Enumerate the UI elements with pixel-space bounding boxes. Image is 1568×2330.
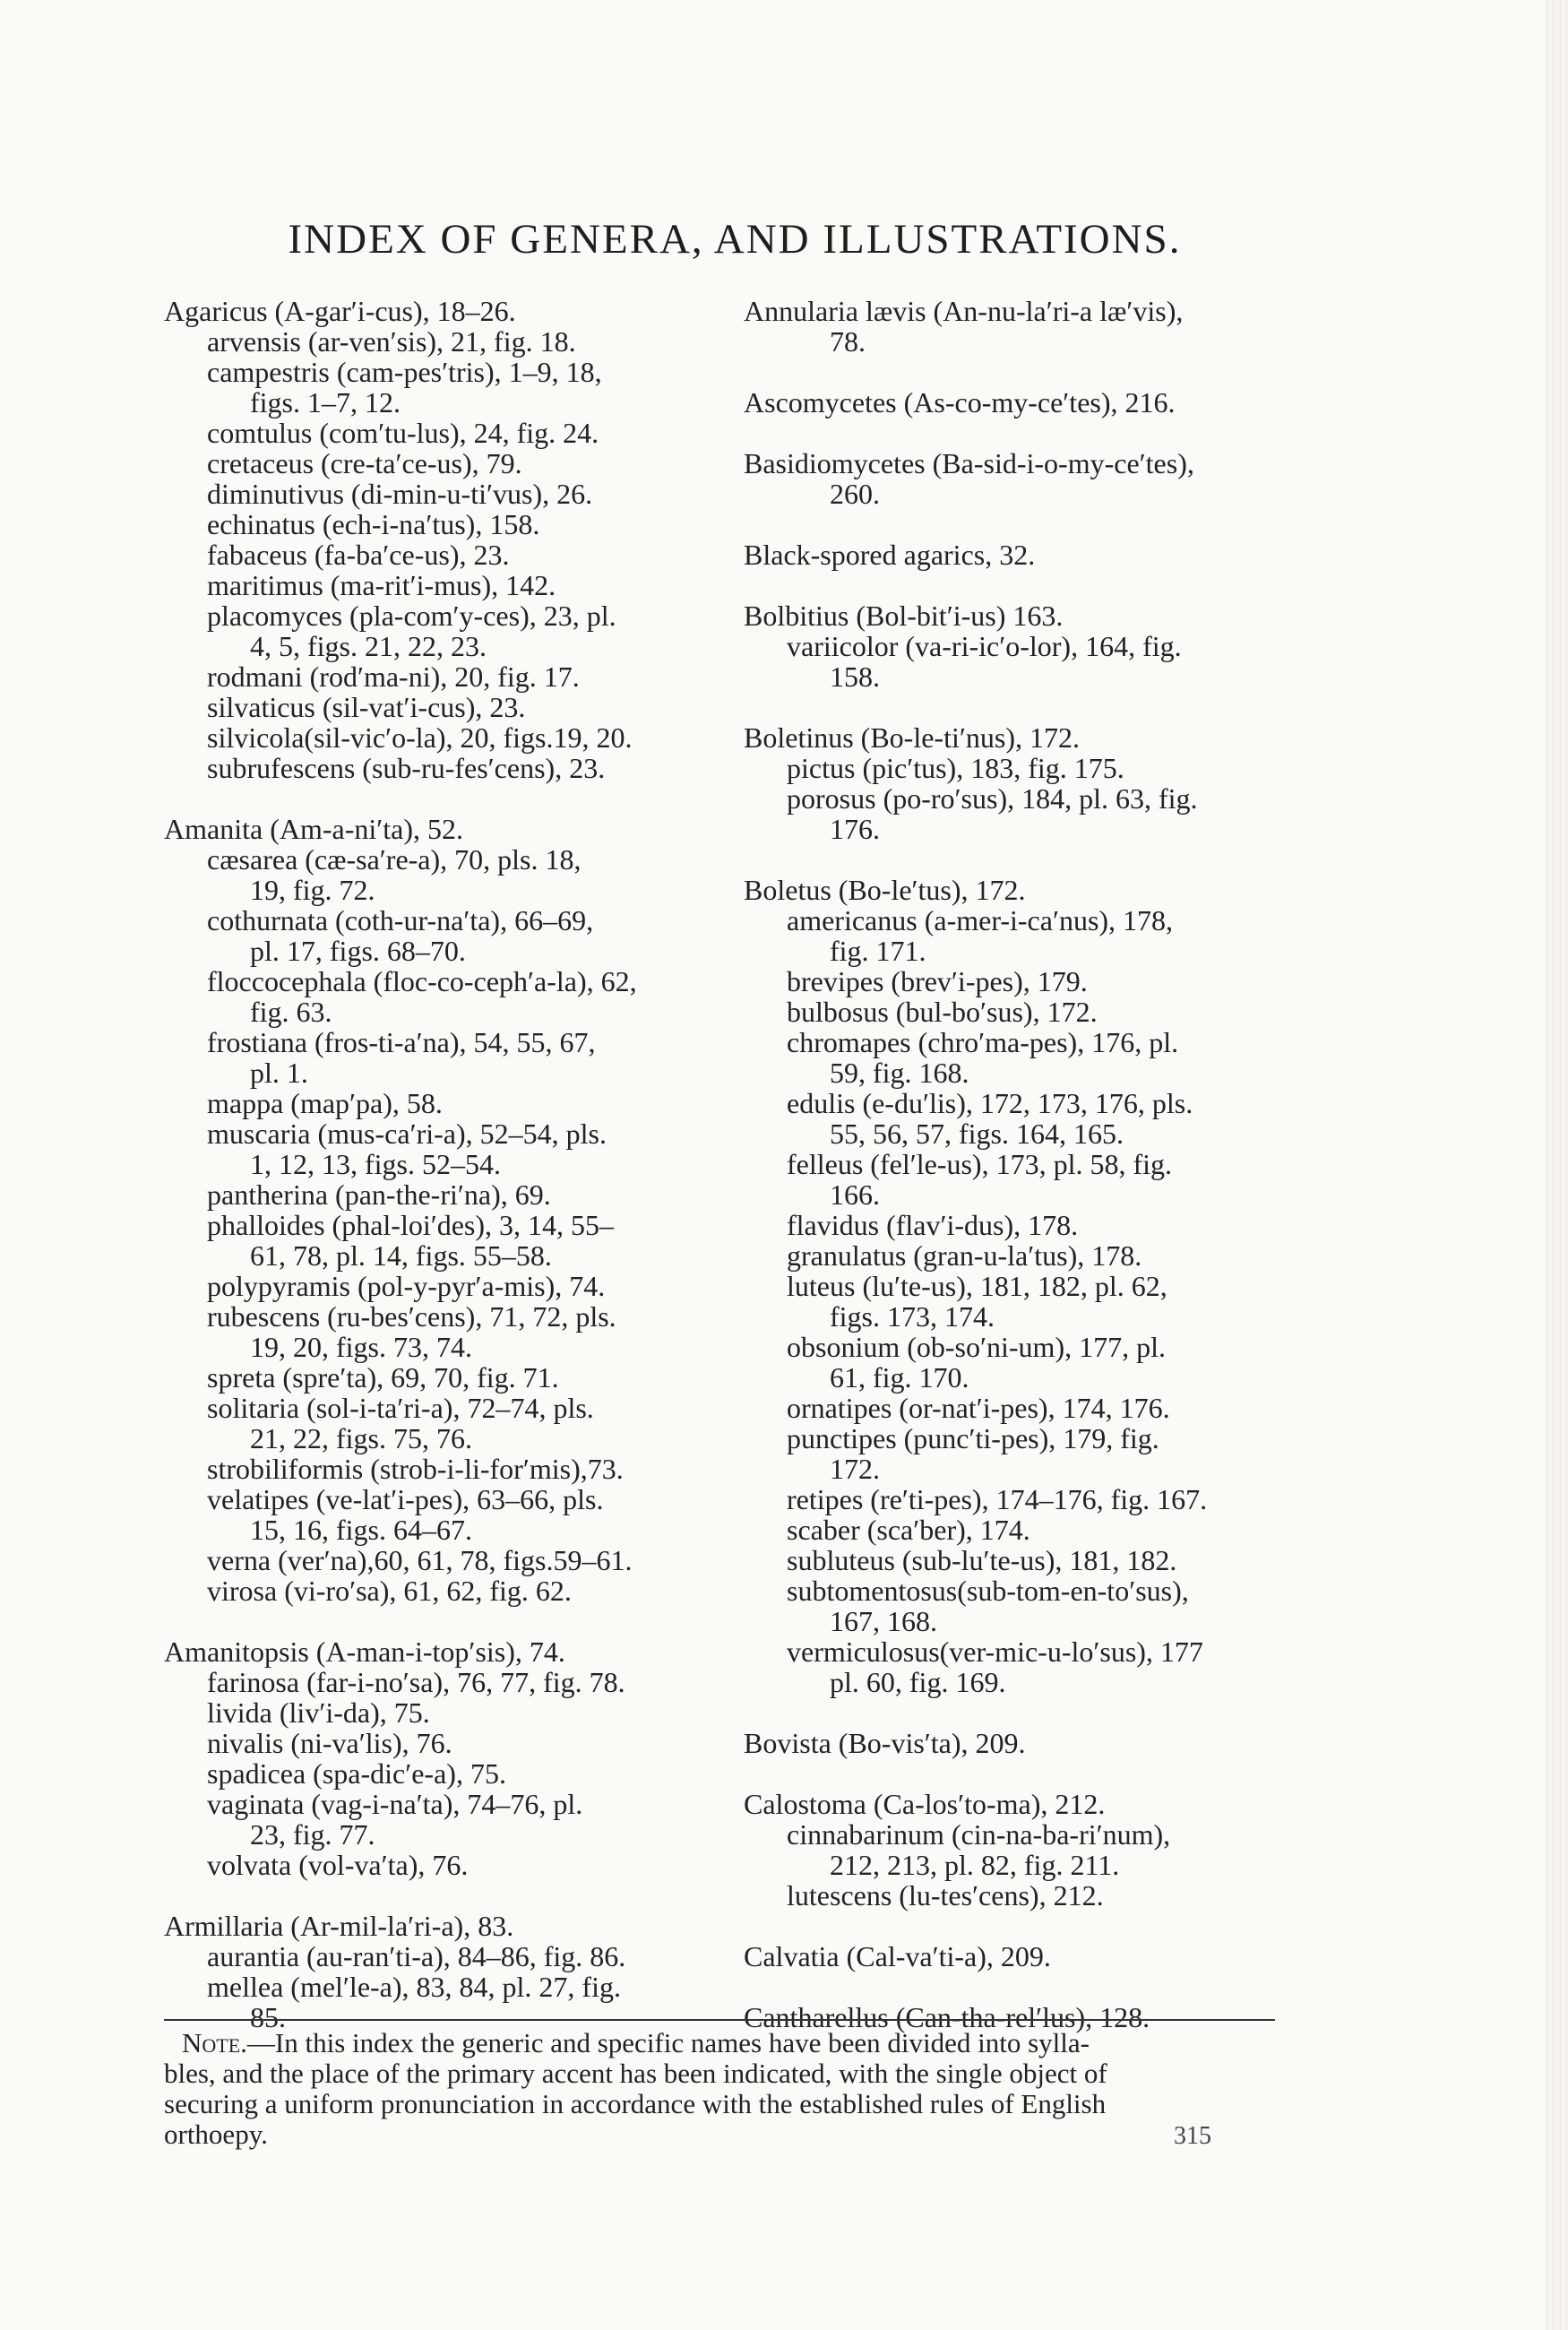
- species-entry: cinnabarinum (cin-na-ba-ri′num),: [787, 1818, 1171, 1851]
- entry-continuation: 85.: [250, 2001, 286, 2033]
- entry-continuation: 59, fig. 168.: [830, 1057, 969, 1089]
- entry-continuation: 15, 16, figs. 64–67.: [250, 1514, 472, 1546]
- entry-continuation: 260.: [830, 478, 880, 510]
- species-entry: americanus (a-mer-i-ca′nus), 178,: [787, 904, 1174, 936]
- genus-heading: Boletus (Bo-le′tus), 172.: [744, 874, 1026, 906]
- index-entry: [744, 875, 1290, 1697]
- footnote-label: Note.: [182, 2027, 247, 2058]
- index-entry: [744, 600, 1290, 692]
- species-entry: pictus (pic′tus), 183, fig. 175.: [787, 752, 1124, 784]
- index-entry: [164, 814, 711, 1606]
- species-entry: scaber (sca′ber), 174.: [787, 1514, 1030, 1546]
- genus-heading: Amanitopsis (A-man-i-top′sis), 74.: [164, 1635, 565, 1668]
- index-entry: [744, 1941, 1290, 1972]
- index-entry: [164, 1911, 711, 2032]
- species-entry: solitaria (sol-i-ta′ri-a), 72–74, pls.: [207, 1392, 594, 1424]
- species-entry: strobiliformis (strob-i-li-for′mis),73.: [207, 1453, 624, 1485]
- index-entry: [164, 1636, 711, 1880]
- species-entry: silvicola(sil-vic′o-la), 20, figs.19, 20.: [207, 721, 633, 754]
- species-entry: bulbosus (bul-bo′sus), 172.: [787, 996, 1098, 1028]
- species-entry: aurantia (au-ran′ti-a), 84–86, fig. 86.: [207, 1940, 626, 1972]
- entry-continuation: 78.: [830, 325, 866, 358]
- species-entry: obsonium (ob-so′ni-um), 177, pl.: [787, 1331, 1166, 1363]
- index-entry: [744, 1789, 1290, 1911]
- species-entry: maritimus (ma-rit′i-mus), 142.: [207, 569, 556, 601]
- page-edge: [1545, 0, 1568, 2330]
- species-entry: muscaria (mus-ca′ri-a), 52–54, pls.: [207, 1118, 607, 1150]
- footnote-line-2: bles, and the place of the primary accent has been indicated, with the single object of: [164, 2058, 1107, 2089]
- species-entry: farinosa (far-i-no′sa), 76, 77, fig. 78.: [207, 1666, 625, 1698]
- entry-continuation: figs. 1–7, 12.: [250, 386, 401, 419]
- species-entry: mappa (map′pa), 58.: [207, 1087, 443, 1119]
- species-entry: verna (ver′na),60, 61, 78, figs.59–61.: [207, 1544, 633, 1576]
- genus-heading: Black-spored agarics, 32.: [744, 539, 1036, 571]
- footnote-line-3: securing a uniform pronunciation in accordance with the established rules of English: [164, 2088, 1107, 2119]
- species-entry: diminutivus (di-min-u-ti′vus), 26.: [207, 478, 593, 510]
- species-entry: felleus (fel′le-us), 173, pl. 58, fig.: [787, 1148, 1172, 1180]
- genus-heading: Calostoma (Ca-los′to-ma), 212.: [744, 1788, 1106, 1820]
- genus-heading: Bovista (Bo-vis′ta), 209.: [744, 1727, 1026, 1759]
- species-entry: echinatus (ech-i-na′tus), 158.: [207, 508, 540, 540]
- entry-continuation: 167, 168.: [830, 1605, 937, 1637]
- species-entry: comtulus (com′tu-lus), 24, fig. 24.: [207, 417, 599, 449]
- index-entry: [744, 539, 1290, 570]
- entry-continuation: 19, 20, figs. 73, 74.: [250, 1331, 472, 1363]
- footnote-text: —In this index the generic and specific names have been divided into sylla-: [246, 2027, 1090, 2058]
- genus-heading: Calvatia (Cal-va′ti-a), 209.: [744, 1940, 1051, 1972]
- species-entry: cæsarea (cæ-sa′re-a), 70, pls. 18,: [207, 843, 582, 876]
- entry-continuation: 166.: [830, 1178, 880, 1211]
- species-entry: lutescens (lu-tes′cens), 212.: [787, 1879, 1104, 1911]
- genus-heading: Basidiomycetes (Ba-sid-i-o-my-ce′tes),: [744, 447, 1194, 479]
- footnote-divider: [164, 2019, 1275, 2021]
- species-entry: punctipes (punc′ti-pes), 179, fig.: [787, 1422, 1159, 1454]
- species-entry: virosa (vi-ro′sa), 61, 62, fig. 62.: [207, 1575, 572, 1607]
- entry-continuation: 61, fig. 170.: [830, 1361, 969, 1394]
- species-entry: rubescens (ru-bes′cens), 71, 72, pls.: [207, 1300, 616, 1333]
- page-title: INDEX OF GENERA, AND ILLUSTRATIONS.: [288, 216, 1182, 263]
- entry-continuation: pl. 60, fig. 169.: [830, 1666, 1006, 1698]
- entry-continuation: 21, 22, figs. 75, 76.: [250, 1422, 472, 1454]
- species-entry: retipes (re′ti-pes), 174–176, fig. 167.: [787, 1483, 1208, 1515]
- genus-heading: Cantharellus (Can-tha-rel′lus), 128.: [744, 2001, 1150, 2033]
- index-entry: [744, 1728, 1290, 1758]
- species-entry: silvaticus (sil-vat′i-cus), 23.: [207, 691, 526, 723]
- entry-continuation: figs. 173, 174.: [830, 1300, 995, 1333]
- entry-continuation: 212, 213, pl. 82, fig. 211.: [830, 1849, 1120, 1881]
- entry-continuation: 61, 78, pl. 14, figs. 55–58.: [250, 1239, 552, 1272]
- species-entry: fabaceus (fa-ba′ce-us), 23.: [207, 539, 510, 571]
- species-entry: brevipes (brev′i-pes), 179.: [787, 965, 1088, 997]
- entry-continuation: pl. 17, figs. 68–70.: [250, 935, 466, 967]
- species-entry: luteus (lu′te-us), 181, 182, pl. 62,: [787, 1270, 1167, 1302]
- genus-heading: Amanita (Am-a-ni′ta), 52.: [164, 813, 463, 845]
- species-entry: edulis (e-du′lis), 172, 173, 176, pls.: [787, 1087, 1193, 1119]
- species-entry: cothurnata (coth-ur-na′ta), 66–69,: [207, 904, 594, 936]
- species-entry: arvensis (ar-ven′sis), 21, fig. 18.: [207, 325, 576, 358]
- entry-continuation: 158.: [830, 660, 880, 693]
- genus-heading: Bolbitius (Bol-bit′i-us) 163.: [744, 600, 1064, 632]
- species-entry: subluteus (sub-lu′te-us), 181, 182.: [787, 1544, 1177, 1576]
- entry-continuation: 19, fig. 72.: [250, 874, 375, 906]
- species-entry: campestris (cam-pes′tris), 1–9, 18,: [207, 356, 602, 388]
- index-entry: [744, 296, 1290, 357]
- genus-heading: Agaricus (A-gar′i-cus), 18–26.: [164, 295, 516, 327]
- entry-continuation: 4, 5, figs. 21, 22, 23.: [250, 630, 487, 662]
- entry-continuation: fig. 63.: [250, 996, 332, 1028]
- footnote-line-1: [164, 2028, 1284, 2058]
- footnote: [164, 2028, 1284, 2150]
- species-entry: subtomentosus(sub-tom-en-to′sus),: [787, 1575, 1189, 1607]
- species-entry: variicolor (va-ri-ic′o-lor), 164, fig.: [787, 630, 1182, 662]
- species-entry: placomyces (pla-com′y-ces), 23, pl.: [207, 600, 616, 632]
- genus-heading: Armillaria (Ar-mil-la′ri-a), 83.: [164, 1910, 514, 1942]
- entry-continuation: 1, 12, 13, figs. 52–54.: [250, 1148, 501, 1180]
- species-entry: subrufescens (sub-ru-fes′cens), 23.: [207, 752, 606, 784]
- species-entry: vaginata (vag-i-na′ta), 74–76, pl.: [207, 1788, 583, 1820]
- species-entry: nivalis (ni-va′lis), 76.: [207, 1727, 452, 1759]
- index-column-right: [744, 296, 1290, 2063]
- species-entry: volvata (vol-va′ta), 76.: [207, 1849, 469, 1881]
- species-entry: livida (liv′i-da), 75.: [207, 1696, 430, 1729]
- genus-heading: Ascomycetes (As-co-my-ce′tes), 216.: [744, 386, 1176, 419]
- index-column-left: [164, 296, 711, 2063]
- species-entry: spadicea (spa-dic′e-a), 75.: [207, 1757, 506, 1790]
- species-entry: porosus (po-ro′sus), 184, pl. 63, fig.: [787, 782, 1198, 815]
- species-entry: spreta (spre′ta), 69, 70, fig. 71.: [207, 1361, 559, 1394]
- index-entry: [744, 722, 1290, 844]
- species-entry: frostiana (fros-ti-a′na), 54, 55, 67,: [207, 1026, 596, 1058]
- page-number: 315: [1174, 2122, 1211, 2150]
- species-entry: rodmani (rod′ma-ni), 20, fig. 17.: [207, 660, 580, 693]
- species-entry: granulatus (gran-u-la′tus), 178.: [787, 1239, 1142, 1272]
- species-entry: floccocephala (floc-co-ceph′a-la), 62,: [207, 965, 637, 997]
- species-entry: ornatipes (or-nat′i-pes), 174, 176.: [787, 1392, 1170, 1424]
- species-entry: velatipes (ve-lat′i-pes), 63–66, pls.: [207, 1483, 604, 1515]
- genus-heading: Annularia lævis (An-nu-la′ri-a læ′vis),: [744, 295, 1184, 327]
- species-entry: phalloides (phal-loi′des), 3, 14, 55–: [207, 1209, 615, 1241]
- index-entry: [164, 296, 711, 783]
- species-entry: mellea (mel′le-a), 83, 84, pl. 27, fig.: [207, 1971, 621, 2003]
- species-entry: flavidus (flav′i-dus), 178.: [787, 1209, 1079, 1241]
- entry-continuation: 55, 56, 57, figs. 164, 165.: [830, 1118, 1124, 1150]
- entry-continuation: pl. 1.: [250, 1057, 308, 1089]
- index-entry: [744, 448, 1290, 509]
- index-entry: [744, 387, 1290, 418]
- entry-continuation: 176.: [830, 813, 880, 845]
- species-entry: vermiculosus(ver-mic-u-lo′sus), 177: [787, 1635, 1203, 1668]
- footnote-line-4: orthoepy.: [164, 2119, 268, 2150]
- entry-continuation: fig. 171.: [830, 935, 926, 967]
- species-entry: polypyramis (pol-y-pyr′a-mis), 74.: [207, 1270, 606, 1302]
- entry-continuation: 23, fig. 77.: [250, 1818, 375, 1851]
- genus-heading: Boletinus (Bo-le-ti′nus), 172.: [744, 721, 1080, 754]
- species-entry: cretaceus (cre-ta′ce-us), 79.: [207, 447, 522, 479]
- species-entry: chromapes (chro′ma-pes), 176, pl.: [787, 1026, 1179, 1058]
- entry-continuation: 172.: [830, 1453, 880, 1485]
- species-entry: pantherina (pan-the-ri′na), 69.: [207, 1178, 551, 1211]
